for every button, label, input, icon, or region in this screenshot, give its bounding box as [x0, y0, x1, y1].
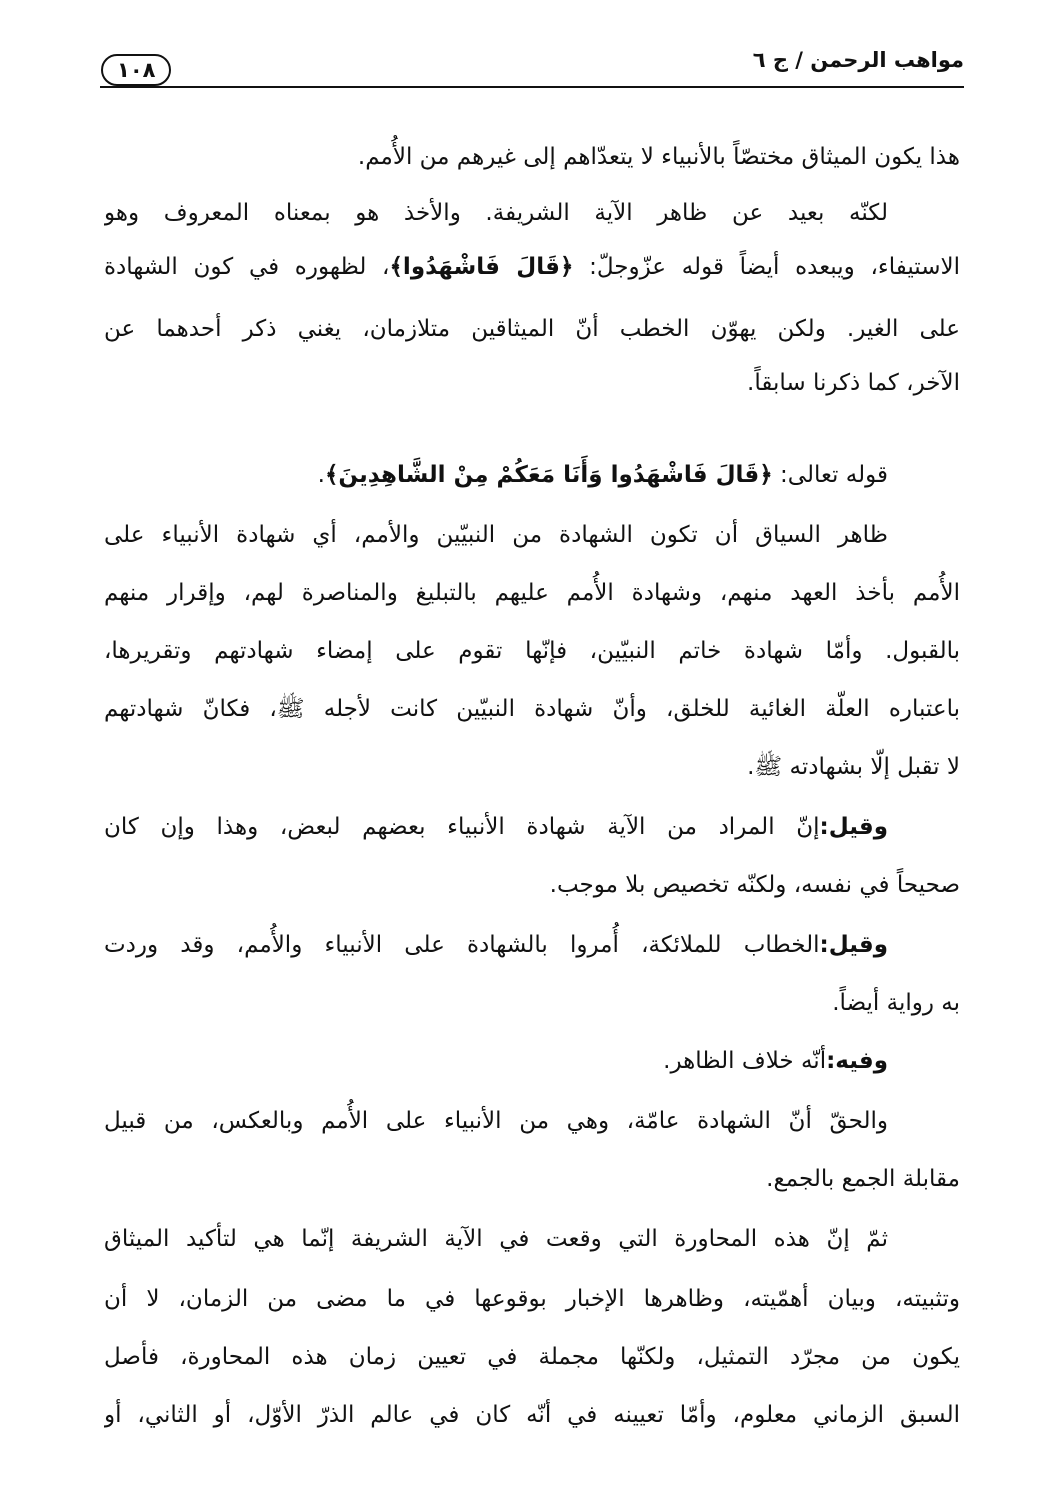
body-text: أنّه خلاف الظاهر.: [663, 1048, 827, 1074]
page-header: [100, 44, 964, 88]
body-line: مقابلة الجمع بالجمع.: [766, 1166, 960, 1192]
body-line: ظاهر السياق أن تكون الشهادة من النبيّين والأمم، أي شهادة الأنبياء على: [104, 522, 888, 548]
lead-word: وقيل:: [819, 814, 888, 840]
body-line: [104, 918, 960, 972]
body-line: السبق الزماني معلوم، وأمّا تعيينه في أنّه كان في عالم الذرّ الأوّل، أو الثاني، أو: [104, 1402, 960, 1428]
body-line: لا تقبل إلّا بشهادته ﷺ.: [747, 754, 960, 780]
body-line: والحقّ أنّ الشهادة عامّة، وهي من الأنبياء على الأُمم وبالعكس، من قبيل: [104, 1108, 888, 1134]
body-text: الخطاب للملائكة، أُمروا بالشهادة على الأنبياء والأُمم، وقد وردت: [104, 932, 820, 958]
body-text: قوله تعالى:: [780, 462, 888, 488]
body-line: الأُمم بأخذ العهد منهم، وشهادة الأُمم عليهم بالتبليغ والمناصرة لهم، وإقرار منهم: [104, 580, 960, 606]
page-number: ١٠٨: [101, 54, 171, 86]
body-line: بالقبول. وأمّا شهادة خاتم النبيّين، فإنّها تقوم على إمضاء شهادتهم وتقريرها،: [104, 638, 960, 664]
running-title: مواهب الرحمن / ج ٦: [752, 48, 964, 72]
body-line: صحيحاً في نفسه، ولكنّه تخصيص بلا موجب.: [549, 872, 960, 898]
body-line: ثمّ إنّ هذه المحاورة التي وقعت في الآية الشريفة إنّما هي لتأكيد الميثاق: [104, 1226, 888, 1252]
body-line: [104, 240, 960, 294]
quran-quote: ﴿قَالَ فَاشْهَدُوا﴾: [389, 254, 574, 280]
quran-quote: ﴿قَالَ فَاشْهَدُوا وَأَنَا مَعَكُمْ مِنْ الشَّاهِدِينَ﴾: [324, 462, 773, 488]
body-line: وتثبيته، وبيان أهمّيته، وظاهرها الإخبار بوقوعها في ما مضى من الزمان، لا أن: [104, 1286, 960, 1312]
body-text: .: [317, 462, 325, 488]
body-line: يكون من مجرّد التمثيل، ولكنّها مجملة في تعيين زمان هذه المحاورة، فأصل: [104, 1344, 960, 1370]
body-line: على الغير. ولكن يهوّن الخطب أنّ الميثاقين متلازمان، يغني ذكر أحدهما عن: [104, 316, 960, 342]
body-line: هذا يكون الميثاق مختصّاً بالأنبياء لا يتعدّاهم إلى غيرهم من الأُمم.: [357, 144, 960, 170]
body-line: [104, 1034, 960, 1088]
body-text: ، لظهوره في كون الشهادة: [104, 254, 390, 280]
body-text: إنّ المراد من الآية شهادة الأنبياء بعضهم لبعض، وهذا وإن كان: [104, 814, 820, 840]
lead-word: وفيه:: [826, 1048, 888, 1074]
body-line: به رواية أيضاً.: [832, 990, 960, 1016]
body-text: الاستيفاء، ويبعده أيضاً قوله عزّوجلّ:: [589, 254, 960, 280]
verse-heading: [104, 448, 960, 502]
body-line: لكنّه بعيد عن ظاهر الآية الشريفة. والأخذ هو بمعناه المعروف وهو: [104, 200, 888, 226]
lead-word: وقيل:: [819, 932, 888, 958]
body-line: [104, 800, 960, 854]
body-line: الآخر، كما ذكرنا سابقاً.: [747, 370, 960, 396]
body-line: باعتباره العلّة الغائية للخلق، وأنّ شهادة النبيّين كانت لأجله ﷺ، فكانّ شهادتهم: [104, 696, 960, 722]
